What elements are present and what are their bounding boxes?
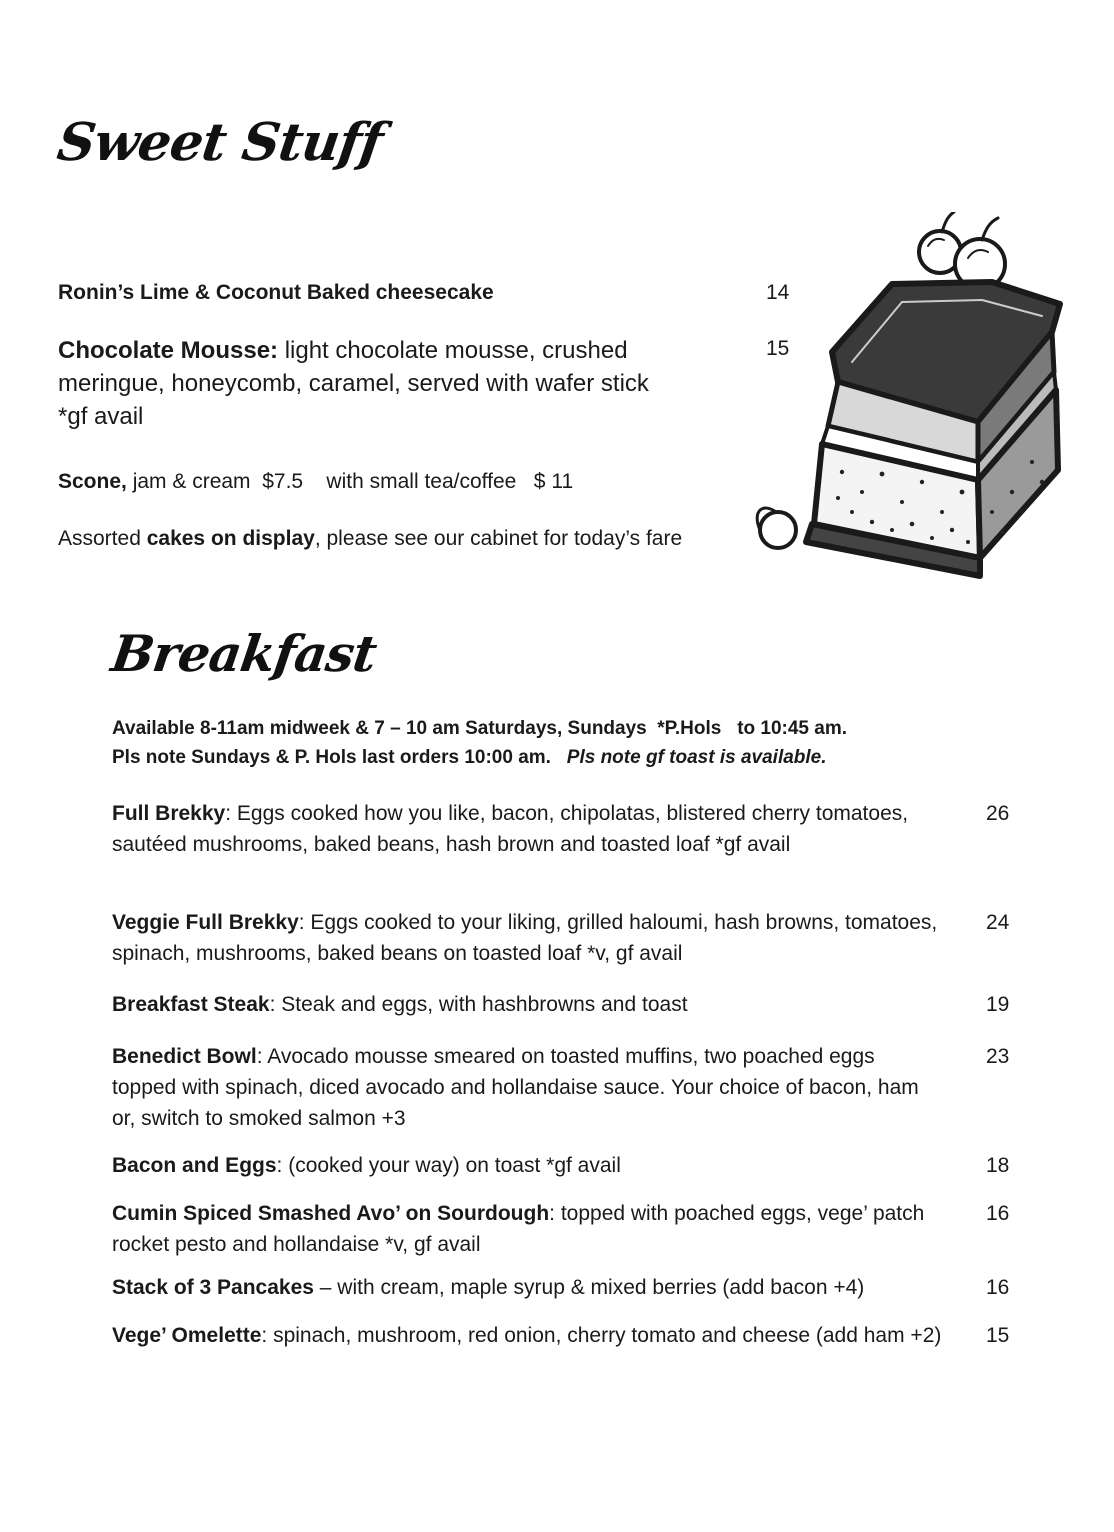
item-name: Ronin’s Lime & Coconut Baked cheesecake — [58, 281, 494, 304]
item-price: 19 — [986, 993, 1010, 1016]
menu-item-cheesecake — [58, 277, 738, 309]
menu-item-smashed-avo — [112, 1198, 942, 1260]
menu-item-bacon-and-eggs — [112, 1150, 942, 1181]
item-price: 15 — [766, 337, 790, 360]
menu-item-cakes-display — [58, 523, 748, 555]
item-price: 26 — [986, 802, 1010, 825]
item-description: : topped with poached eggs, vege’ patch rocket pesto and hollandaise *v, gf avail — [112, 1202, 925, 1256]
item-description: light chocolate mousse, crushed meringue, honeycomb, caramel, served with wafer stick *gf avail — [58, 337, 649, 430]
item-name: Cumin Spiced Smashed Avo’ on Sourdough — [112, 1202, 550, 1225]
item-name: Veggie Full Brekky — [112, 911, 299, 934]
item-description: : Eggs cooked to your liking, grilled haloumi, hash browns, tomatoes, spinach, mushrooms, baked beans on toasted loaf *v, gf avail — [112, 911, 938, 965]
item-description: : spinach, mushroom, red onion, cherry tomato and cheese (add ham +2) — [261, 1324, 942, 1347]
item-name: Vege’ Omelette — [112, 1324, 262, 1347]
breakfast-heading: Breakfast — [107, 624, 380, 683]
availability-line-1: Available 8-11am midweek & 7 – 10 am Saturdays, Sundays *P.Hols to 10:45 am. — [112, 718, 848, 739]
cakes-text-post: , please see our cabinet for today’s fare — [314, 527, 683, 550]
cake-slice-icon — [742, 212, 1064, 584]
item-price: 18 — [986, 1154, 1010, 1177]
menu-item-benedict-bowl — [112, 1041, 942, 1134]
menu-item-veggie-full-brekky — [112, 907, 942, 969]
cakes-text-bold: cakes on display — [146, 527, 315, 550]
item-description: – with cream, maple syrup & mixed berries (add bacon +4) — [313, 1276, 865, 1299]
availability-gf-note: Pls note gf toast is available. — [566, 747, 827, 768]
item-name: Stack of 3 Pancakes — [112, 1276, 314, 1299]
item-name: Benedict Bowl — [112, 1045, 257, 1068]
menu-item-chocolate-mousse — [58, 334, 678, 433]
item-description: : Eggs cooked how you like, bacon, chipolatas, blistered cherry tomatoes, sautéed mushrooms, baked beans, hash brown and toasted loaf *gf avail — [112, 802, 909, 856]
item-description: : (cooked your way) on toast *gf avail — [276, 1154, 621, 1177]
item-price: 16 — [986, 1276, 1010, 1299]
item-price: 23 — [986, 1045, 1010, 1068]
item-price: 24 — [986, 911, 1010, 934]
item-description: : Steak and eggs, with hashbrowns and toast — [269, 993, 688, 1016]
cakes-text-pre: Assorted — [58, 527, 147, 550]
item-description: : Avocado mousse smeared on toasted muffins, two poached eggs topped with spinach, diced avocado and hollandaise sauce. Your choice of bacon, ham or, switch to smoked salmon +3 — [112, 1045, 919, 1130]
availability-orders: Pls note Sundays & P. Hols last orders 10:00 am. — [112, 747, 551, 768]
availability-line-2 — [112, 743, 972, 772]
item-price: 16 — [986, 1202, 1010, 1225]
item-name: Full Brekky — [112, 802, 226, 825]
menu-item-vege-omelette — [112, 1320, 942, 1351]
menu-item-full-brekky — [112, 798, 942, 860]
item-name: Scone, — [58, 470, 127, 493]
menu-item-scone — [58, 466, 738, 498]
sweet-stuff-heading: Sweet Stuff — [53, 112, 387, 173]
menu-item-pancakes — [112, 1272, 942, 1303]
item-name: Bacon and Eggs — [112, 1154, 277, 1177]
item-name: Chocolate Mousse: — [58, 337, 279, 364]
item-price: 15 — [986, 1324, 1010, 1347]
item-price: 14 — [766, 281, 790, 304]
menu-item-breakfast-steak — [112, 989, 942, 1020]
item-description: jam & cream $7.5 with small tea/coffee $ 11 — [126, 470, 574, 493]
availability-notice — [112, 714, 972, 772]
item-name: Breakfast Steak — [112, 993, 270, 1016]
